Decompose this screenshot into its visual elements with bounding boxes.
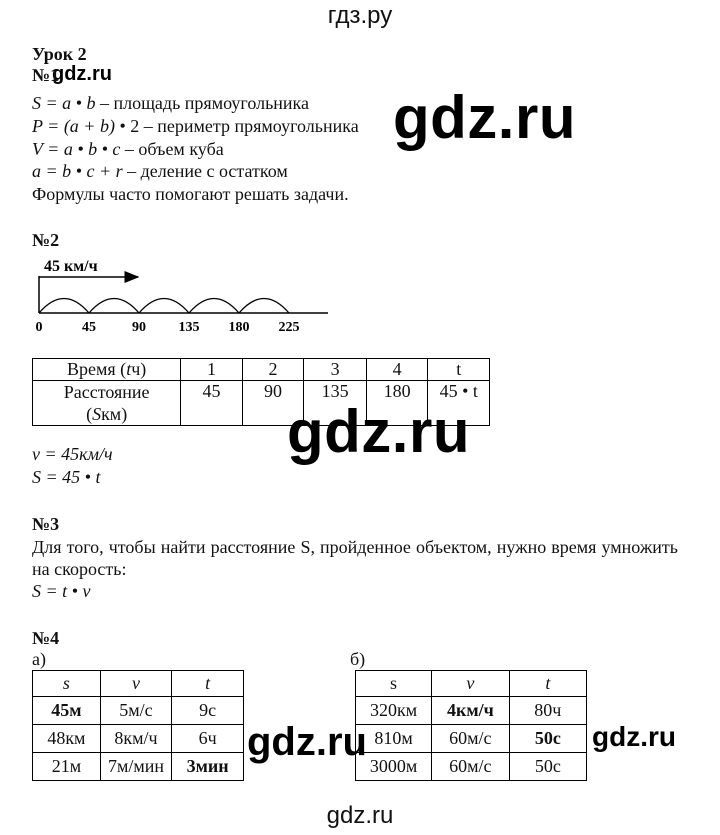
table-cell: 7м/мин [100, 753, 171, 781]
table-cell: 1 [181, 359, 243, 381]
table-row [33, 359, 490, 381]
watermark-5: gdz.ru [52, 63, 112, 85]
table-cell: 60м/с [432, 753, 510, 781]
formula-volume-desc: – объем куба [120, 139, 224, 159]
arc-1 [39, 299, 89, 314]
formula-division-desc: – деление с остатком [122, 161, 288, 181]
tick-label: 225 [278, 320, 300, 335]
tick-label: 135 [178, 320, 200, 335]
table-cell: 45 • t [428, 381, 490, 426]
formula-perimeter [32, 115, 359, 137]
time-distance-table [32, 358, 490, 426]
arc-2 [89, 299, 139, 314]
table-row [33, 697, 244, 725]
task4-table-a [32, 670, 244, 781]
watermark-2: gdz.ru [287, 398, 470, 465]
table-cell: 45 [181, 381, 243, 426]
formula-division-expr: a = b • c + r [32, 161, 123, 181]
table-row [356, 671, 587, 697]
task1-number: №1 [32, 65, 60, 85]
table-cell: 50с [509, 753, 586, 781]
table-cell: 6ч [172, 725, 244, 753]
table-cell: 180 [366, 381, 428, 426]
table-cell: 3мин [172, 753, 244, 781]
table-cell: 3 [304, 359, 367, 381]
table-row [33, 725, 244, 753]
table-header-cell: s [33, 671, 101, 697]
formula-perimeter-expr: P = (a + b) [32, 116, 115, 136]
table-row [33, 381, 490, 426]
table-cell: 4 [366, 359, 428, 381]
formula-area-desc: – площадь прямоугольника [95, 93, 310, 113]
speed-equation: v = 45км/ч [32, 444, 113, 464]
site-footer: gdz.ru [326, 802, 394, 829]
tick-label: 180 [228, 320, 250, 335]
table-cell: 135 [304, 381, 367, 426]
watermark-4: gdz.ru [592, 721, 676, 752]
task1-note: Формулы часто помогают решать задачи. [32, 184, 349, 204]
task4-label-b: б) [350, 649, 366, 669]
table-cell: 50с [509, 725, 586, 753]
formula-division [32, 160, 288, 182]
table-row [356, 753, 587, 781]
task3-text: Для того, чтобы найти расстояние S, пройденное объектом, нужно время умножить на скорость: [32, 537, 678, 579]
table-row [356, 697, 587, 725]
table-cell: 45м [33, 697, 101, 725]
table-header-cell: v [100, 671, 171, 697]
watermark-1: gdz.ru [393, 84, 576, 151]
formula-perimeter-desc: • 2 – периметр прямоугольника [114, 116, 359, 136]
table-row [356, 725, 587, 753]
formula-area-expr: S = a • b [32, 93, 96, 113]
task4-table-b [355, 670, 587, 781]
task2-number: №2 [32, 230, 60, 250]
table-row [33, 753, 244, 781]
table-header-cell: s [356, 671, 432, 697]
task4-number: №4 [32, 628, 60, 648]
table-cell: 3000м [356, 753, 432, 781]
table-cell: 21м [33, 753, 101, 781]
arc-5 [239, 299, 289, 314]
table-cell: 2 [242, 359, 304, 381]
arc-3 [139, 299, 189, 314]
table-row [33, 671, 244, 697]
table-cell: 48км [33, 725, 101, 753]
formula-volume-expr: V = a • b • c [32, 139, 121, 159]
table-cell: t [428, 359, 490, 381]
table-header-cell: v [432, 671, 510, 697]
table-cell: 9с [172, 697, 244, 725]
table-cell: 80ч [509, 697, 586, 725]
task4-label-a: а) [32, 649, 46, 669]
task3-number: №3 [32, 514, 60, 534]
table-cell: 8км/ч [100, 725, 171, 753]
table-cell: 810м [356, 725, 432, 753]
distance-equation: S = 45 • t [32, 467, 101, 487]
table-cell: 5м/с [100, 697, 171, 725]
arc-4 [189, 299, 239, 314]
table-cell: 4км/ч [432, 697, 510, 725]
watermark-3: gdz.ru [247, 720, 367, 764]
tick-label: 0 [35, 320, 43, 335]
formula-volume [32, 138, 224, 160]
formula-area [32, 92, 309, 114]
table-cell: 320км [356, 697, 432, 725]
table-header-cell: Расстояние (Sкм) [33, 381, 181, 426]
tick-label: 90 [132, 320, 146, 335]
speed-label: 45 км/ч [44, 258, 98, 275]
table-header-cell: Время (tч) [33, 359, 181, 381]
task3-formula: S = t • v [32, 581, 91, 601]
table-header-cell: t [509, 671, 586, 697]
lesson-title: Урок 2 [32, 44, 87, 64]
table-cell: 90 [242, 381, 304, 426]
number-line-diagram [28, 250, 338, 338]
table-cell: 60м/с [432, 725, 510, 753]
tick-label: 45 [82, 320, 96, 335]
site-header: гдз.ру [327, 2, 393, 29]
table-header-cell: t [172, 671, 244, 697]
